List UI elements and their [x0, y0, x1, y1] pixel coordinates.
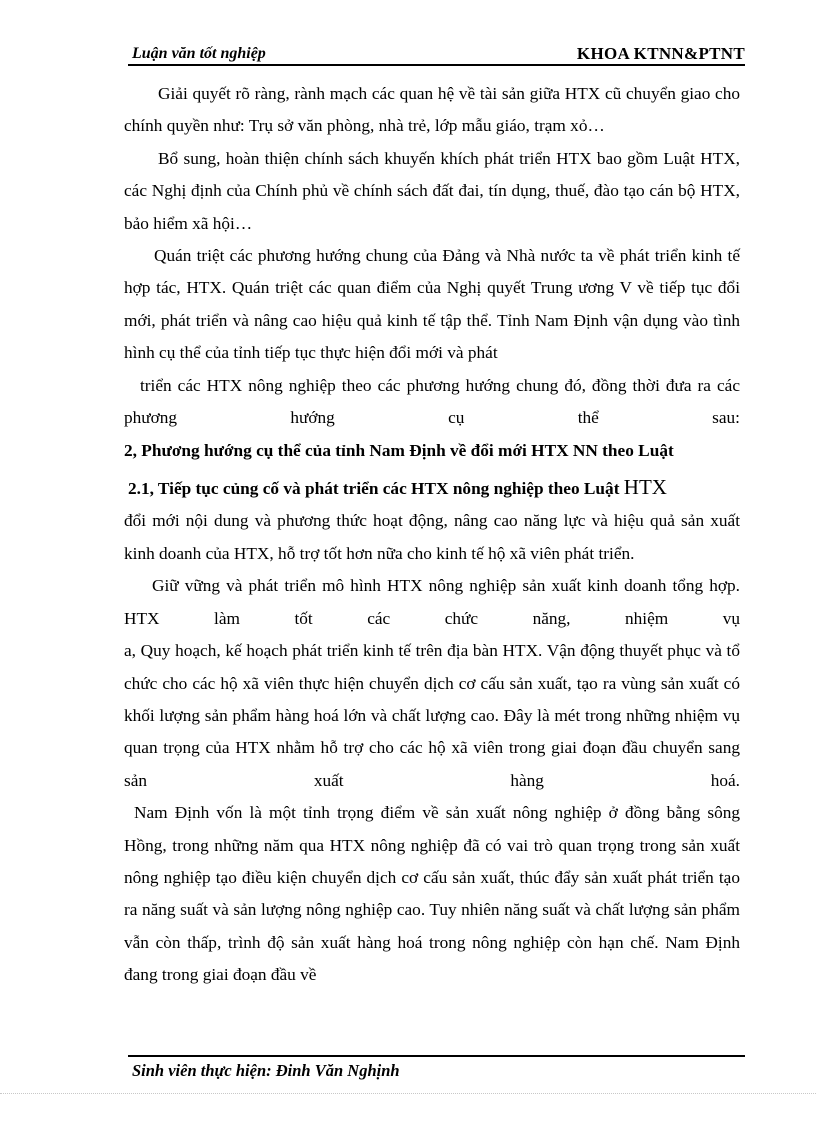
header-thesis-label: Luận văn tốt nghiệp: [132, 45, 266, 62]
subsection-heading-htx: HTX: [623, 475, 667, 500]
paragraph-planning: a, Quy hoạch, kế hoạch phát triển kinh tế trên địa bàn HTX. Vận động thuyết phục và tổ chức cho các hộ xã viên thực hiện chuyển dịch cơ cấu sản xuất, tạo ra vùng sản xuất có khối lượng sản phẩm hàng hoá lớn và chất lượng cao. Đây là mét trong những nhiệm vụ quan trọng của HTX nhằm hỗ trợ cho các hộ xã viên trong giai đoạn đầu chuyển sang sản xuất hàng hoá.: [124, 641, 740, 790]
page-bottom-divider: [0, 1093, 816, 1094]
subsection-heading-text: 2.1, Tiếp tục củng cố và phát triển các HTX nông nghiệp theo Luật: [128, 479, 620, 499]
header-faculty-label: KHOA KTNN&PTNT: [576, 44, 745, 63]
paragraph-nam-dinh: Nam Định vốn là một tỉnh trọng điểm về sản xuất nông nghiệp ở đồng bằng sông Hồng, trong những năm qua HTX nông nghiệp đã có vai trò quan trọng trong sản xuất nông nghiệp tạo điều kiện chuyển dịch cơ cấu sản xuất, thúc đẩy sản xuất phát triển tạo ra năng suất và sản lượng nông nghiệp cao. Tuy nhiên năng suất và chất lượng sản phẩm vẫn còn thấp, trình độ sản xuất hàng hoá trong nông nghiệp còn hạn chế. Nam Định đang trong giai đoạn đầu về: [124, 803, 740, 985]
page-header: [128, 42, 745, 66]
paragraph-policy: Bổ sung, hoàn thiện chính sách khuyến khích phát triển HTX bao gồm Luật HTX, các Nghị định của Chính phủ về chính sách đất đai, tín dụng, thuế, đào tạo cán bộ HTX, bảo hiểm xã hội…: [124, 148, 740, 233]
section-heading-2: 2, Phương hướng cụ thể của tỉnh Nam Định về đổi mới HTX NN theo Luật: [124, 441, 674, 461]
paragraph-model: Giữ vững và phát triển mô hình HTX nông nghiệp sản xuất kinh doanh tổng hợp. HTX làm tốt các chức năng, nhiệm vụ: [124, 576, 740, 628]
page-footer: [128, 1055, 745, 1081]
footer-author: Sinh viên thực hiện: Đinh Văn Nghịnh: [132, 1061, 400, 1080]
subsection-heading-2-1: [124, 471, 740, 505]
paragraph-directions: Quán triệt các phương hướng chung của Đảng và Nhà nước ta về phát triển kinh tế hợp tác, HTX. Quán triệt các quan điểm của Nghị quyết Trung ương V về tiếp tục đổi mới, phát triển và nâng cao hiệu quả kinh tế tập thể. Tỉnh Nam Định vận dụng vào tình hình cụ thể của tỉnh tiếp tục thực hiện đổi mới và phát: [124, 246, 740, 363]
paragraph-assets: Giải quyết rõ ràng, rành mạch các quan hệ về tài sản giữa HTX cũ chuyển giao cho chính quyền như: Trụ sở văn phòng, nhà trẻ, lớp mẫu giáo, trạm xỏ…: [124, 84, 740, 136]
paragraph-directions-continued: triển các HTX nông nghiệp theo các phương hướng chung đó, đồng thời đưa ra các phương hướng cụ thể sau:: [124, 375, 740, 428]
paragraph-renewal: đổi mới nội dung và phương thức hoạt động, nâng cao năng lực và hiệu quả sản xuất kinh doanh của HTX, hỗ trợ tốt hơn nữa cho kinh tế hộ xã viên phát triển.: [124, 511, 740, 563]
document-body: [124, 78, 740, 992]
